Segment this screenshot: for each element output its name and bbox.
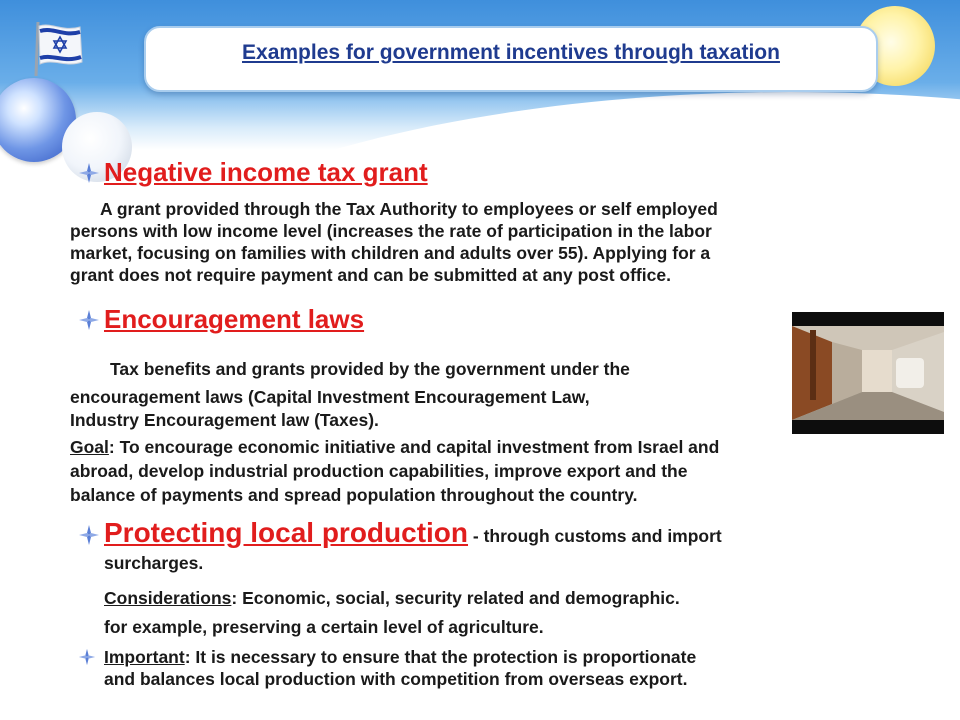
negative-income-tax-line-1: A grant provided through the Tax Authority to employees or self employed: [100, 199, 718, 219]
israel-flag-icon: [30, 18, 88, 78]
goal-line-1: [70, 436, 719, 458]
diamond-bullet-icon: [78, 162, 100, 184]
goal-label: Goal: [70, 437, 109, 457]
considerations-label: Considerations: [104, 588, 232, 608]
slide-title: Examples for government incentives through taxation: [242, 41, 780, 64]
goal-line-2: abroad, develop industrial production capabilities, improve export and the: [70, 461, 688, 481]
corridor-image: [792, 312, 944, 434]
title-box: [144, 26, 878, 92]
protecting-heading-line: [104, 517, 722, 549]
considerations-line: [104, 587, 680, 609]
important-line-2: and balances local production with competition from overseas export.: [104, 669, 688, 689]
important-text: : It is necessary to ensure that the protection is proportionate: [184, 647, 697, 667]
negative-income-tax-line-2: persons with low income level (increases the rate of participation in the labor: [70, 221, 712, 241]
encouragement-line-3: Industry Encouragement law (Taxes).: [70, 410, 379, 430]
negative-income-tax-line-4: grant does not require payment and can be submitted at any post office.: [70, 265, 671, 285]
important-line-1: [104, 646, 696, 668]
encouragement-line-2: encouragement laws (Capital Investment Encouragement Law,: [70, 387, 590, 407]
heading-negative-income-tax: Negative income tax grant: [104, 157, 428, 187]
heading-encouragement-laws: Encouragement laws: [104, 304, 365, 334]
heading-protecting-local-production: Protecting local production: [104, 517, 469, 548]
diamond-bullet-icon: [78, 648, 96, 666]
protecting-heading-suffix-line-2: surcharges.: [104, 553, 204, 573]
considerations-text: : Economic, social, security related and demographic.: [231, 588, 680, 608]
diamond-bullet-icon: [78, 309, 100, 331]
goal-text: : To encourage economic initiative and capital investment from Israel and: [108, 437, 720, 457]
diamond-bullet-icon: [78, 524, 100, 546]
encouragement-line-1: Tax benefits and grants provided by the government under the: [110, 359, 630, 379]
negative-income-tax-line-3: market, focusing on families with children and adults over 55). Applying for a: [70, 243, 711, 263]
important-label: Important: [104, 647, 185, 667]
example-line: for example, preserving a certain level of agriculture.: [104, 617, 544, 637]
protecting-heading-suffix: - through customs and import: [468, 526, 722, 546]
office-corridor-photo: [792, 312, 944, 434]
goal-line-3: balance of payments and spread population throughout the country.: [70, 485, 638, 505]
